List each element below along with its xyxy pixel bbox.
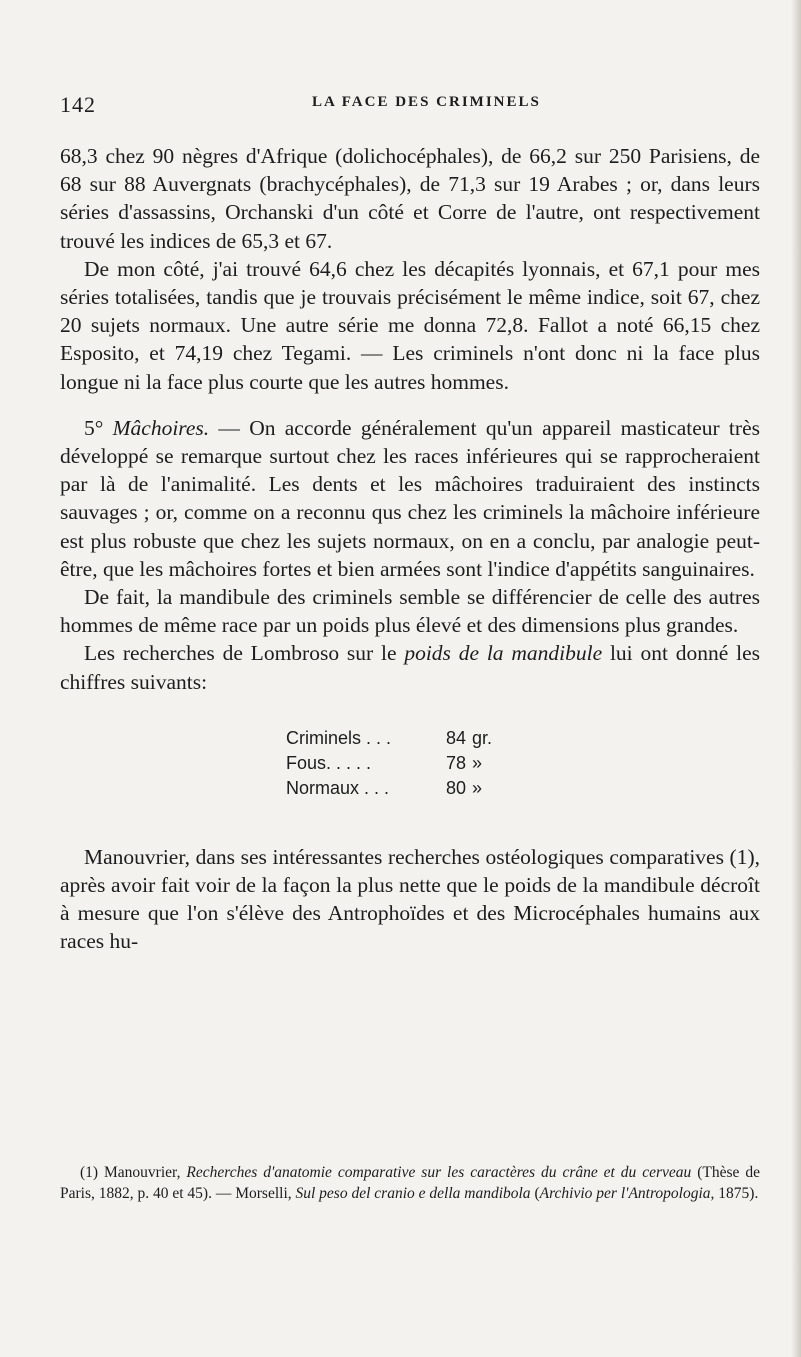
footnote-part-a: (1) Manouvrier,: [80, 1164, 187, 1181]
row-unit: »: [472, 752, 483, 773]
section-title: Mâchoires.: [112, 415, 210, 440]
footnote-part-b: (Thèse de Paris, 1882, p. 40 et 45). — Morselli,: [60, 1164, 760, 1202]
row-label: Normaux . . .: [286, 777, 390, 798]
footnote-title-1: Recherches d'anatomie comparative sur les caractères du crâne et du cerveau: [186, 1164, 692, 1181]
paragraph-1: 68,3 chez 90 nègres d'Afrique (dolichocéphales), de 66,2 sur 250 Parisiens, de 68 sur 88 Auvergnats (brachycéphales), de 71,3 sur 19 Arabes ; or, dans leurs séries d'assassins, Orchanski d'un côté et Corre de l'autre, ont respectivement trouvé les indices de 65,3 et 67.: [60, 144, 760, 253]
row-unit: gr.: [472, 727, 493, 748]
footnote-text: [60, 1162, 760, 1204]
paragraph-2: De mon côté, j'ai trouvé 64,6 chez les décapités lyonnais, et 67,1 pour mes séries totalisées, tandis que je trouvais précisément le même indice, soit 67, chez 20 sujets normaux. Une autre série me donna 72,8. Fallot a noté 66,15 chez Esposito, et 74,19 chez Tegami. — Les criminels n'ont donc ni la face plus longue ni la face plus courte que les autres hommes.: [60, 256, 760, 394]
footnote-part-c: (: [530, 1185, 540, 1202]
paragraph-5-text-b: lui ont donné les chiffres suivants:: [60, 641, 760, 694]
row-value: 84: [445, 727, 466, 748]
paragraph-3-text: — On accorde généralement qu'un appareil masticateur très développé se remarque surtout chez les races inférieures qui se rapprocheraient par là de l'animalité. Les dents et les mâchoires traduiraient des instincts sauvages ; or, comme on a reconnu qus chez les criminels la mâchoire inférieure est plus robuste que chez les sujets normaux, on en a conclu, par analogie peut-être, que les mâchoires fortes et bien armées sont l'indice d'appétits sanguinaires.: [60, 415, 760, 581]
footnote-title-3: Archivio per l'Antropologia: [539, 1185, 711, 1202]
paragraph-5: [60, 639, 760, 695]
table-row: [286, 726, 760, 751]
paragraph-4: De fait, la mandibule des criminels semble se différencier de celle des autres hommes de même race par un poids plus élevé et des dimensions plus grandes.: [60, 585, 760, 638]
page-number: 142: [60, 92, 96, 117]
paragraph-5-text-a: Les recherches de Lombroso sur le: [84, 641, 405, 666]
page-edge-shadow: [791, 0, 801, 1357]
page-header: [60, 92, 760, 122]
body-text: [60, 142, 760, 956]
paragraph-5-italic: poids de la mandibule: [404, 641, 603, 666]
table-row: [286, 751, 760, 776]
footnote: [60, 1162, 760, 1204]
paragraph-6: Manouvrier, dans ses intéressantes recherches ostéologiques comparatives (1), après avoir fait voir de la façon la plus nette que le poids de la mandibule décroît à mesure que l'on s'élève des Antrophoïdes et des Microcéphales humains aux races hu-: [60, 844, 760, 954]
row-unit: »: [472, 777, 483, 798]
row-label: Fous. . . . .: [286, 752, 372, 773]
footnote-title-2: Sul peso del cranio e della mandibola: [295, 1185, 531, 1202]
running-title: LA FACE DES CRIMINELS: [312, 94, 541, 110]
table-row: [286, 776, 760, 801]
row-value: 78: [445, 752, 466, 773]
footnote-part-d: , 1875).: [710, 1185, 759, 1202]
mandible-weight-table: [60, 726, 760, 801]
paragraph-3: [60, 414, 760, 583]
section-number: 5°: [84, 415, 113, 440]
row-label: Criminels . . .: [286, 727, 392, 748]
row-value: 80: [445, 777, 466, 798]
